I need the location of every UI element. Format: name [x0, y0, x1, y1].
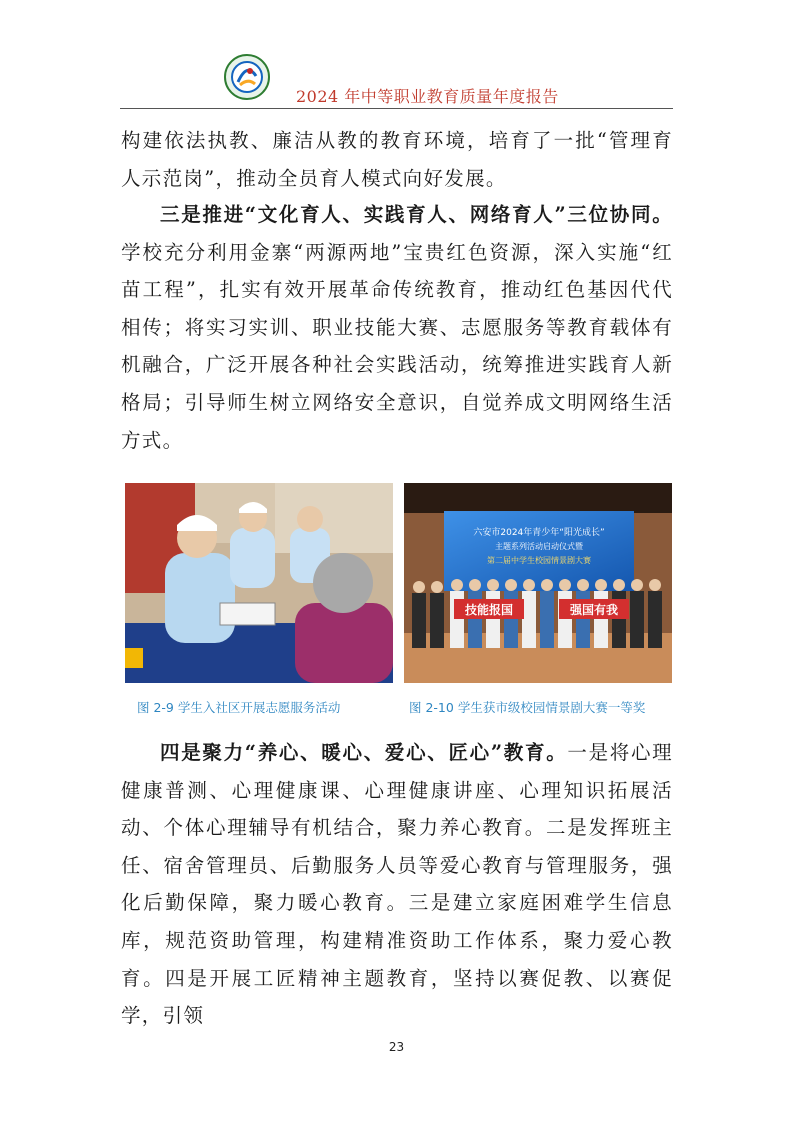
paragraph-heading-four: 四是聚力“养心、暖心、爱心、匠心”教育。: [160, 741, 568, 764]
school-emblem-icon: [224, 54, 270, 100]
paragraph-continuation: 构建依法执教、廉洁从教的教育环境，培育了一批“管理育人示范岗”，推动全员育人模式向好发展。: [121, 129, 673, 190]
banner-right-text: 强国有我: [569, 603, 619, 617]
figure-stage-award-photo: [404, 483, 672, 683]
screen-text-line2: 主题系列活动启动仪式暨: [495, 542, 583, 551]
paragraph-heading-three: 三是推进“文化育人、实践育人、网络育人”三位协同。: [160, 203, 673, 226]
paragraph-body-four: 一是将心理健康普测、心理健康课、心理健康讲座、心理知识拓展活动、个体心理辅导有机结合，聚力养心教育。二是发挥班主任、宿舍管理员、后勤服务人员等爱心教育与管理服务，强化后勤保障，聚力暖心教育。三是建立家庭困难学生信息库，规范资助管理，构建精准资助工作体系，聚力爱心教育。四是开展工匠精神主题教育，坚持以赛促教、以赛促学，引领: [121, 741, 673, 1028]
screen-text-line1: 六安市2024年青少年“阳光成长”: [473, 528, 605, 538]
figure-volunteer-photo: [125, 483, 393, 683]
header-divider: [120, 108, 673, 109]
header-title: 2024 年中等职业教育质量年度报告: [296, 87, 559, 106]
page-number: 23: [388, 1040, 405, 1054]
banner-left-text: 技能报国: [464, 603, 514, 617]
figure-caption-2-9: 图 2-9 学生入社区开展志愿服务活动: [137, 700, 341, 715]
page-header: [120, 54, 673, 110]
figure-caption-2-10: 图 2-10 学生获市级校园情景剧大赛一等奖: [409, 700, 646, 715]
paragraph-four-hearts: [121, 734, 673, 1035]
paragraph-body-three: 学校充分利用金寨“两源两地”宝贵红色资源，深入实施“红苗工程”，扎实有效开展革命传统教育，推动红色基因代代相传；将实习实训、职业技能大赛、志愿服务等教育载体有机融合，广泛开展各种社会实践活动，统筹推进实践育人新格局；引导师生树立网络安全意识，自觉养成文明网络生活方式。: [121, 240, 673, 452]
screen-text-line3: 第二届中学生校园情景剧大赛: [487, 556, 591, 565]
paragraph-three-collaboration: [121, 196, 673, 459]
